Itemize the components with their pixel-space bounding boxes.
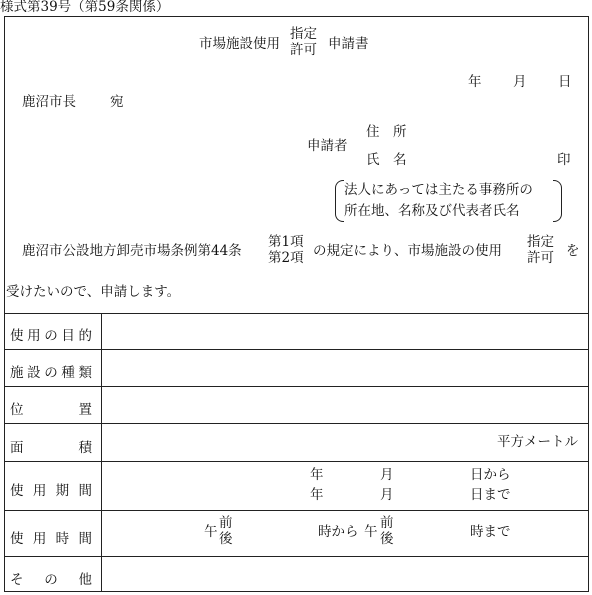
table-line — [4, 386, 589, 387]
applicant-address-label: 住 所 — [366, 124, 407, 140]
time-from-label: 時から — [318, 524, 359, 540]
date-year: 年 — [468, 74, 482, 90]
note-bracket-right — [553, 180, 562, 222]
corp-note-line1: 法人にあっては主たる事務所の — [344, 182, 533, 198]
body-clause-stack — [268, 234, 304, 266]
time-from-am: 前 — [219, 515, 233, 531]
date-month: 月 — [513, 74, 527, 90]
title-option-permit: 許可 — [290, 42, 317, 58]
time-until-am-pm — [380, 515, 394, 547]
title-prefix: 市場施設使用 — [199, 36, 280, 52]
period-to-day: 日まで — [470, 487, 511, 503]
applicant-label: 申請者 — [307, 138, 348, 154]
row-label-period: 使 用 期 間 — [10, 483, 92, 499]
row-label-facility-type: 施 設 の 種 類 — [10, 365, 92, 381]
body-part2: の規定により、市場施設の使用 — [313, 243, 502, 259]
period-from-day: 日から — [470, 467, 511, 483]
body-option-designate: 指定 — [527, 234, 554, 250]
form-frame — [4, 16, 589, 592]
row-label-purpose: 使 用 の 目 的 — [10, 328, 92, 344]
body-clause-1: 第1項 — [268, 234, 304, 250]
body-part3: を — [566, 243, 580, 259]
seal-mark: 印 — [557, 152, 571, 168]
title-option-stack — [290, 26, 317, 58]
table-line — [4, 461, 589, 462]
time-until-am: 前 — [380, 515, 394, 531]
period-from-year: 年 — [310, 467, 324, 483]
row-label-location: 位 置 — [10, 402, 92, 418]
body-option-permit: 許可 — [527, 250, 554, 266]
applicant-name-label: 氏 名 — [366, 152, 407, 168]
row-label-time: 使 用 時 間 — [10, 531, 92, 547]
time-until-label: 時まで — [470, 524, 511, 540]
form-number: 様式第39号（第59条関係） — [0, 0, 170, 15]
table-line — [4, 556, 589, 557]
table-line — [4, 510, 589, 511]
table-line — [4, 423, 589, 424]
time-from-am-pm — [219, 515, 233, 547]
period-from-month: 月 — [380, 467, 394, 483]
table-line — [4, 313, 589, 314]
time-from-pm: 後 — [219, 531, 233, 547]
period-to-month: 月 — [380, 487, 394, 503]
addressee-suffix: 宛 — [110, 94, 124, 110]
addressee: 鹿沼市長 — [22, 94, 76, 110]
table-line — [4, 349, 589, 350]
time-until-pm: 後 — [380, 531, 394, 547]
row-label-area: 面 積 — [10, 440, 92, 456]
area-unit: 平方メートル — [497, 434, 578, 450]
date-day: 日 — [558, 74, 572, 90]
body-part1: 鹿沼市公設地方卸売市場条例第44条 — [22, 243, 242, 259]
body-line2: 受けたいので、申請します。 — [6, 284, 181, 300]
body-clause-2: 第2項 — [268, 250, 304, 266]
corp-note-line2: 所在地、名称及び代表者氏名 — [344, 203, 520, 219]
row-label-other: そ の 他 — [10, 572, 92, 588]
body-option-stack — [527, 234, 554, 266]
time-until-prefix: 午 — [364, 524, 378, 540]
time-from-prefix: 午 — [204, 524, 218, 540]
period-to-year: 年 — [310, 487, 324, 503]
note-bracket-left — [335, 180, 344, 222]
table-column-divider — [101, 313, 102, 592]
title-suffix: 申請書 — [328, 36, 369, 52]
title-option-designate: 指定 — [290, 26, 317, 42]
